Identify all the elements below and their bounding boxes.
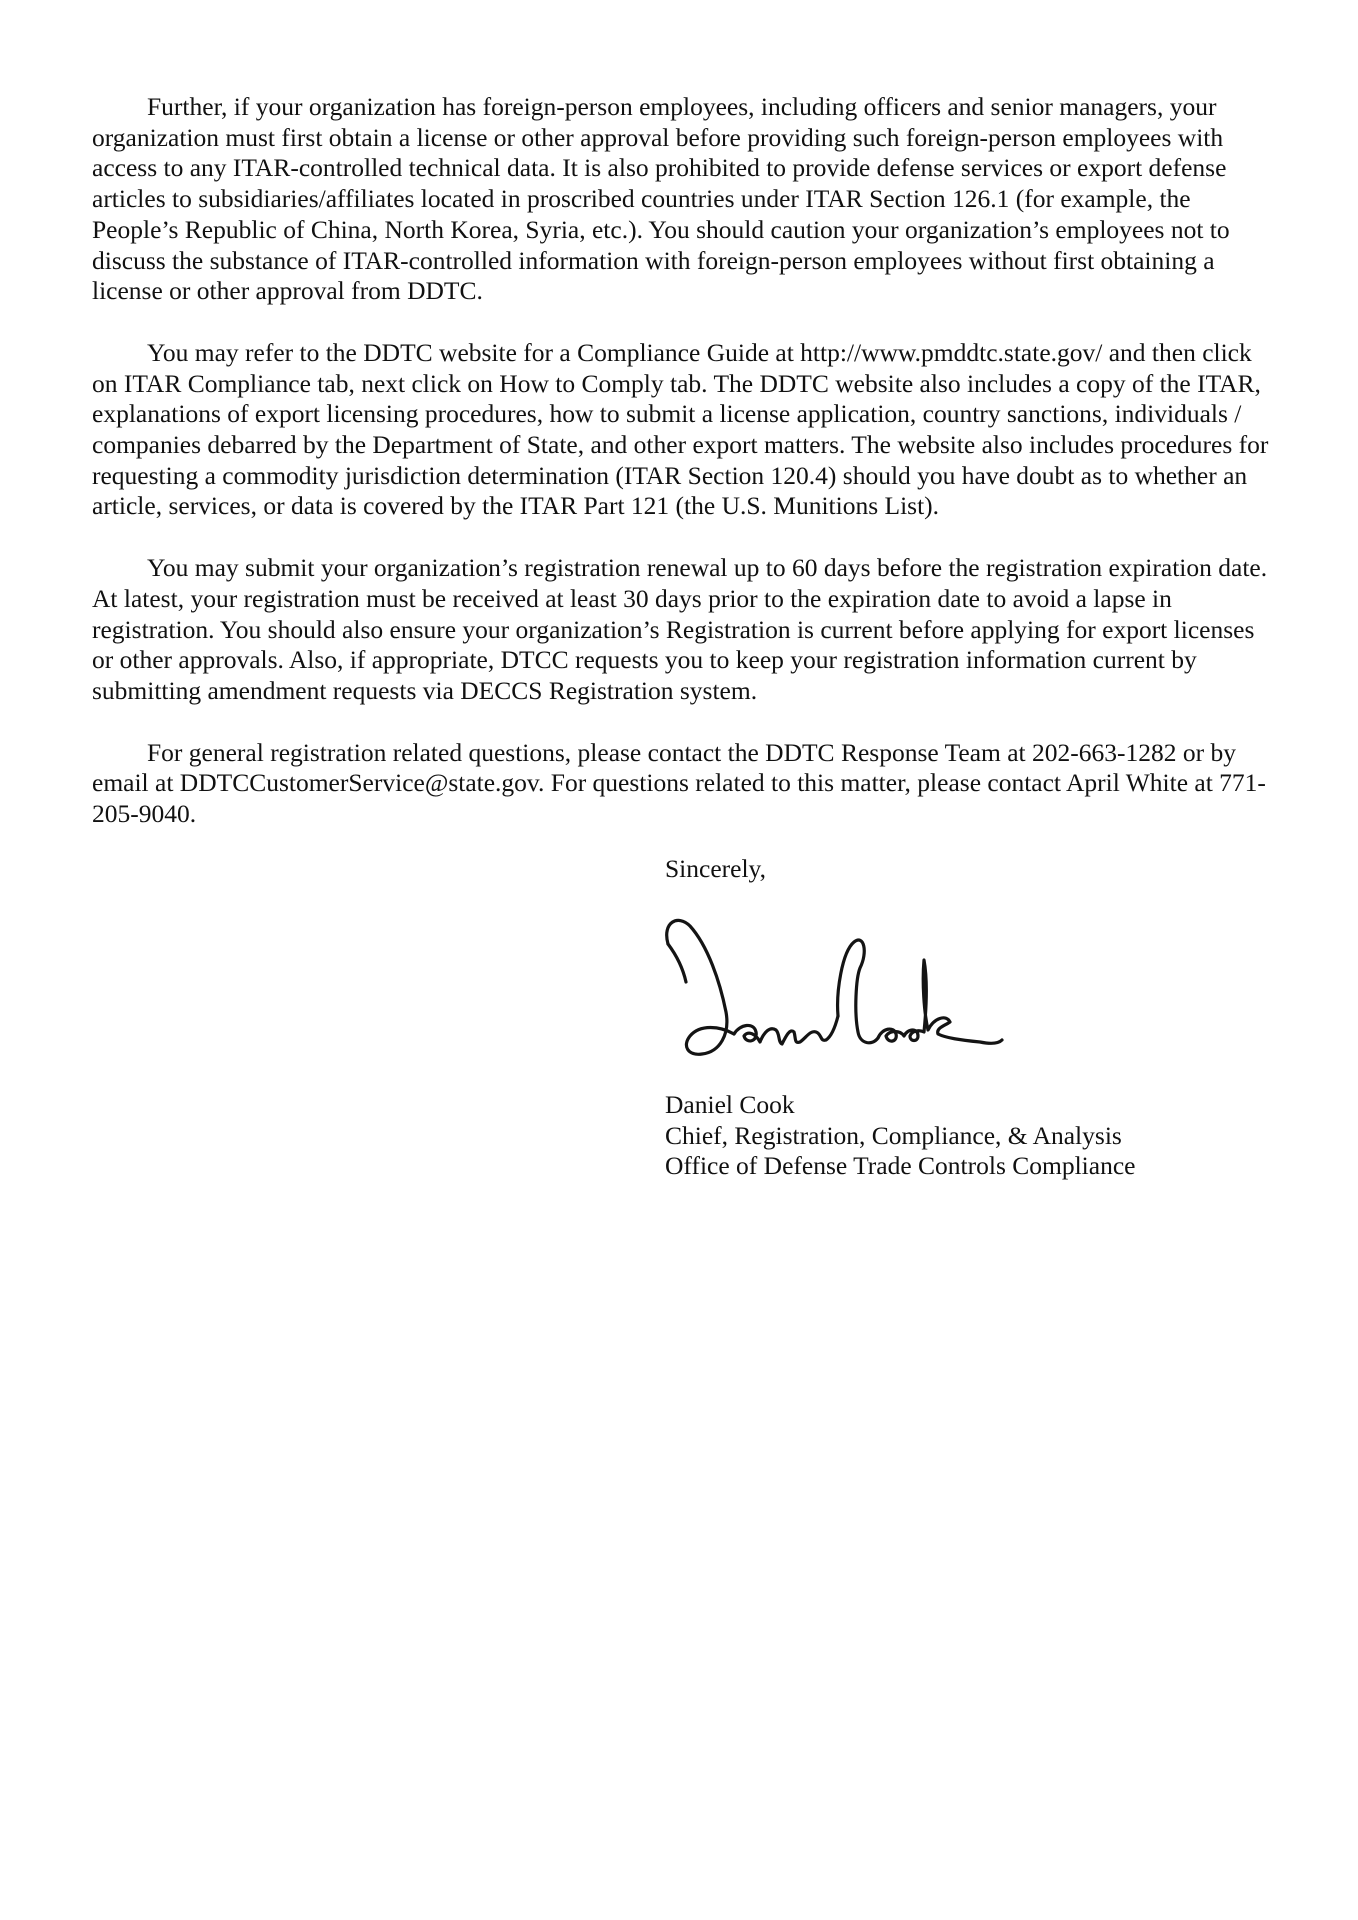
handwritten-signature xyxy=(660,912,1005,1072)
letter-body xyxy=(92,92,1274,830)
signature-stroke-d-stem xyxy=(668,944,686,982)
signature-stroke-d xyxy=(667,920,734,1054)
signature-stroke-ook xyxy=(878,960,1002,1043)
signer-name: Daniel Cook xyxy=(665,1090,795,1119)
signer-title: Chief, Registration, Compliance, & Analysis xyxy=(665,1120,1122,1150)
paragraph-foreign-person-employees: Further, if your organization has foreign-person employees, including officers and senior managers, your organization must first obtain a license or other approval before providing such foreign-person employees with access to any ITAR-controlled technical data. It is also prohibited to provide defense services or export defense articles to subsidiaries/affiliates located in proscribed countries under ITAR Section 126.1 (for example, the People’s Republic of China, North Korea, Syria, etc.). You should caution your organization’s employees not to discuss the substance of ITAR-controlled information with foreign-person employees without first obtaining a license or other approval from DDTC. xyxy=(92,92,1230,306)
closing-salutation: Sincerely, xyxy=(665,854,767,883)
signature-stroke-aniel xyxy=(734,1016,838,1044)
signature-image xyxy=(660,912,1005,1072)
signature-stroke-c xyxy=(838,940,878,1043)
paragraph-registration-renewal: You may submit your organization’s registration renewal up to 60 days before the registration expiration date. At latest, your registration must be received at least 30 days prior to the expiration date to avoid a lapse in registration. You should also ensure your organization’s Registration is current before applying for export licenses or other approvals. Also, if appropriate, DTCC requests you to keep your registration information current by submitting amendment requests via DECCS Registration system. xyxy=(92,553,1268,705)
signer-office: Office of Defense Trade Controls Compliance xyxy=(665,1151,1136,1181)
paragraph-ddtc-website: You may refer to the DDTC website for a Compliance Guide at http://www.pmddtc.state.gov/ and then click on ITAR Compliance tab, next click on How to Comply tab. The DDTC website also includes a copy of the ITAR, explanations of export licensing procedures, how to submit a license application, country sanctions, individuals / companies debarred by the Department of State, and other export matters. The website also includes procedures for requesting a commodity jurisdiction determination (ITAR Section 120.4) should you have doubt as to whether an article, services, or data is covered by the ITAR Part 121 (the U.S. Munitions List). xyxy=(92,337,1269,521)
paragraph-contact-info: For general registration related questions, please contact the DDTC Response Team at 202-663-1282 or by email at DDTCCustomerService@state.gov. For questions related to this matter, please contact April White at 771-205-9040. xyxy=(92,737,1266,829)
signer-block xyxy=(665,1090,1135,1182)
